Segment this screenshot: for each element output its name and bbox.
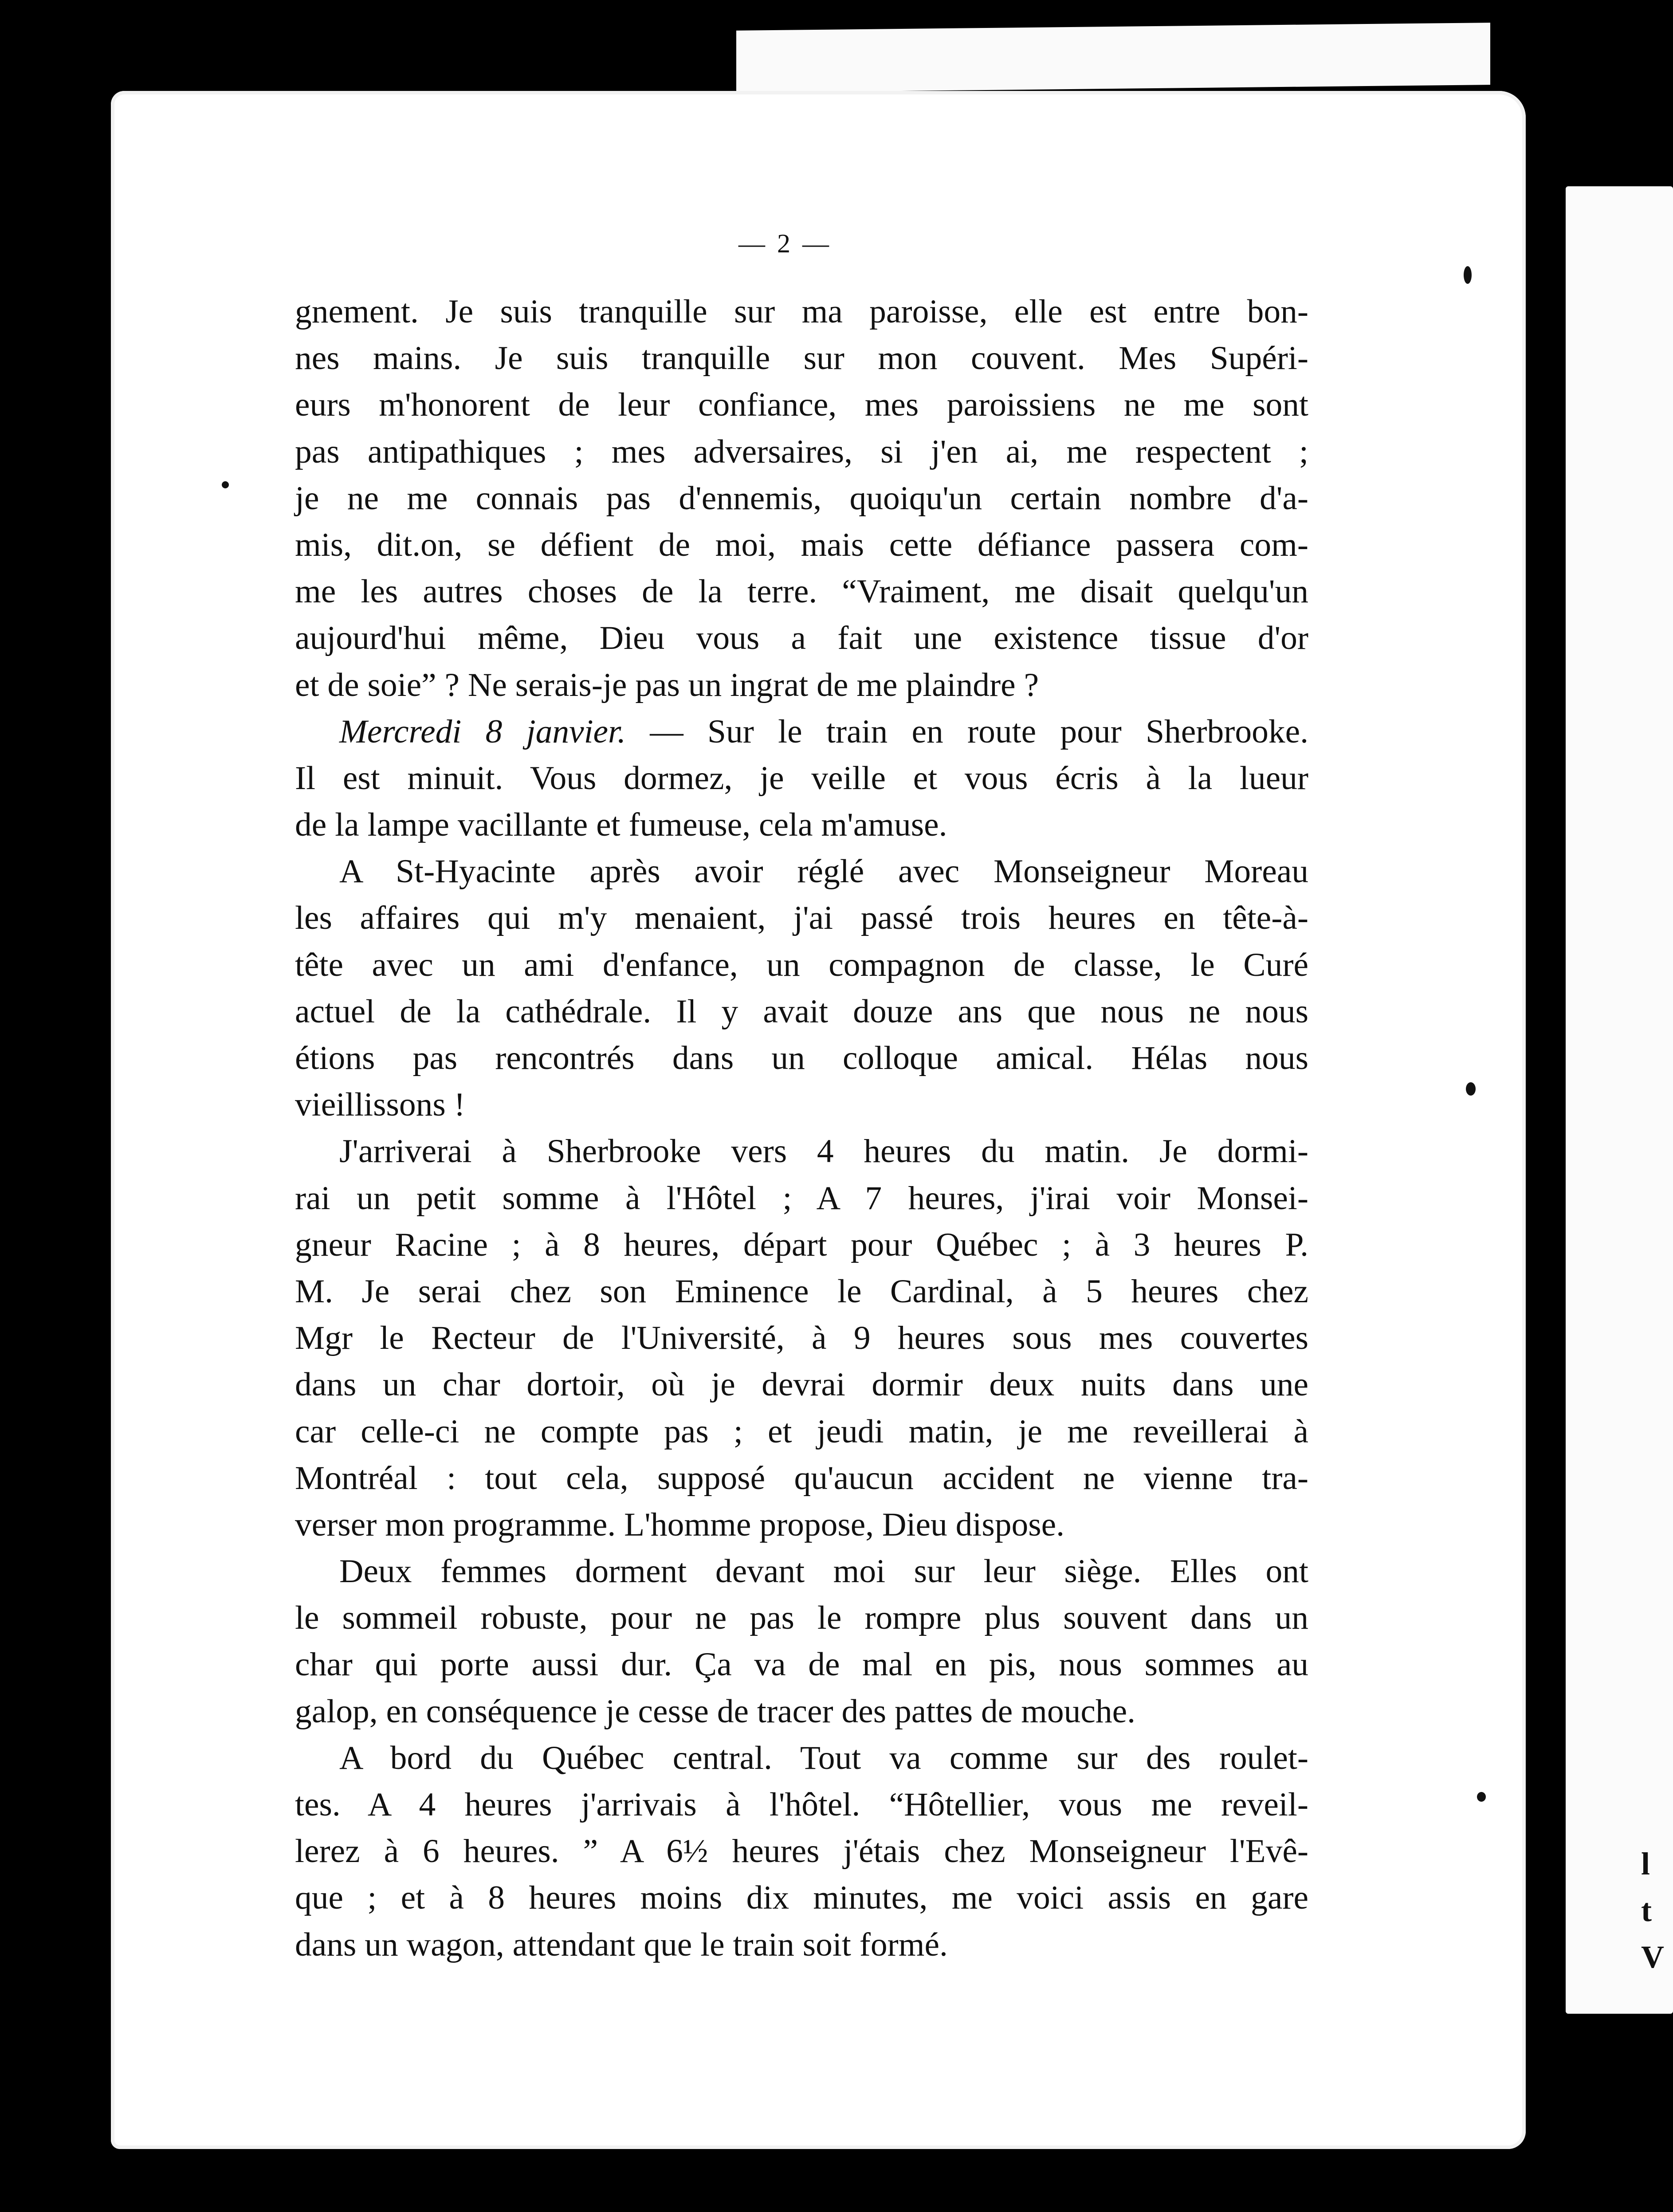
scan-speck xyxy=(1477,1792,1486,1802)
text-line: actuel de la cathédrale. Il y avait douze ans que nous ne nous xyxy=(295,993,1308,1030)
text-line: et de soie” ? Ne serais-je pas un ingrat de me plaindre ? xyxy=(295,666,1039,703)
text-line: dans un wagon, attendant que le train soit formé. xyxy=(295,1926,948,1963)
entry-heading-rest: — Sur le train en route pour Sherbrooke. xyxy=(625,713,1308,750)
text-line: de la lampe vacillante et fumeuse, cela m'amuse. xyxy=(295,806,947,844)
page-number: — 2 — xyxy=(738,229,832,258)
text-line: le sommeil robuste, pour ne pas le rompre plus souvent dans un xyxy=(295,1599,1308,1637)
scan-speck xyxy=(222,481,229,488)
paragraph xyxy=(295,1735,1308,1968)
text-line: J'arriverai à Sherbrooke vers 4 heures du matin. Je dormi- xyxy=(339,1133,1308,1170)
text-line: rai un petit somme à l'Hôtel ; A 7 heures, j'irai voir Monsei- xyxy=(295,1179,1308,1217)
adjacent-page-sliver xyxy=(1566,186,1673,2014)
text-line: Mgr le Recteur de l'Université, à 9 heures sous mes couvertes xyxy=(295,1320,1308,1357)
text-line: Deux femmes dorment devant moi sur leur siège. Elles ont xyxy=(339,1553,1308,1590)
text-line: car celle-ci ne compte pas ; et jeudi matin, je me reveillerai à xyxy=(295,1413,1308,1450)
text-line: vieillissons ! xyxy=(295,1086,465,1124)
text-line: étions pas rencontrés dans un colloque amical. Hélas nous xyxy=(295,1040,1308,1077)
text-line: lerez à 6 heures. ” A 6½ heures j'étais chez Monseigneur l'Evê- xyxy=(295,1833,1308,1870)
text-line: tête avec un ami d'enfance, un compagnon de classe, le Curé xyxy=(295,946,1308,983)
scan-speck xyxy=(1464,266,1472,284)
body-text xyxy=(295,288,1308,1968)
text-line xyxy=(295,708,1308,755)
text-line: A St-Hyacinte après avoir réglé avec Monseigneur Moreau xyxy=(339,853,1308,890)
paragraph xyxy=(295,1548,1308,1735)
text-line: gnement. Je suis tranquille sur ma paroisse, elle est entre bon- xyxy=(295,293,1308,330)
text-line: galop, en conséquence je cesse de tracer des pattes de mouche. xyxy=(295,1693,1136,1730)
text-line: dans un char dortoir, où je devrai dormir deux nuits dans une xyxy=(295,1366,1308,1403)
text-line: me les autres choses de la terre. “Vraiment, me disait quelqu'un xyxy=(295,573,1308,610)
adjacent-sheet-edge xyxy=(736,23,1490,93)
text-line: les affaires qui m'y menaient, j'ai passé trois heures en tête-à- xyxy=(295,900,1308,937)
text-line: Il est minuit. Vous dormez, je veille et vous écris à la lueur xyxy=(295,759,1308,797)
text-line: verser mon programme. L'homme propose, Dieu dispose. xyxy=(295,1506,1065,1543)
paragraph xyxy=(295,708,1308,849)
text-line: pas antipathiques ; mes adversaires, si j'en ai, me respectent ; xyxy=(295,433,1308,470)
text-line: nes mains. Je suis tranquille sur mon couvent. Mes Supéri- xyxy=(295,340,1308,377)
paragraph xyxy=(295,848,1308,1128)
paragraph xyxy=(295,1128,1308,1548)
text-line: tes. A 4 heures j'arrivais à l'hôtel. “Hôtellier, vous me reveil- xyxy=(295,1786,1308,1823)
text-line: gneur Racine ; à 8 heures, départ pour Québec ; à 3 heures P. xyxy=(295,1226,1308,1263)
fragment-line: V xyxy=(1641,1939,1664,1975)
text-line: Montréal : tout cela, supposé qu'aucun accident ne vienne tra- xyxy=(295,1459,1308,1497)
text-line: aujourd'hui même, Dieu vous a fait une existence tissue d'or xyxy=(295,620,1308,657)
text-line: que ; et à 8 heures moins dix minutes, me voici assis en gare xyxy=(295,1879,1308,1917)
fragment-line: t xyxy=(1641,1893,1652,1928)
text-line: eurs m'honorent de leur confiance, mes paroissiens ne me sont xyxy=(295,386,1308,424)
fragment-line: l xyxy=(1641,1846,1650,1882)
scan-speck xyxy=(1466,1082,1476,1096)
text-line: char qui porte aussi dur. Ça va de mal en pis, nous sommes au xyxy=(295,1646,1308,1683)
text-line: je ne me connais pas d'ennemis, quoiqu'un certain nombre d'a- xyxy=(295,479,1308,517)
entry-date: Mercredi 8 janvier. xyxy=(339,713,626,750)
adjacent-page-fragment xyxy=(1641,1841,1664,1980)
text-line: A bord du Québec central. Tout va comme sur des roulet- xyxy=(339,1739,1308,1776)
paragraph xyxy=(295,288,1308,708)
text-line: M. Je serai chez son Eminence le Cardinal, à 5 heures chez xyxy=(295,1273,1308,1310)
text-line: mis, dit.on, se défient de moi, mais cette défiance passera com- xyxy=(295,526,1308,563)
